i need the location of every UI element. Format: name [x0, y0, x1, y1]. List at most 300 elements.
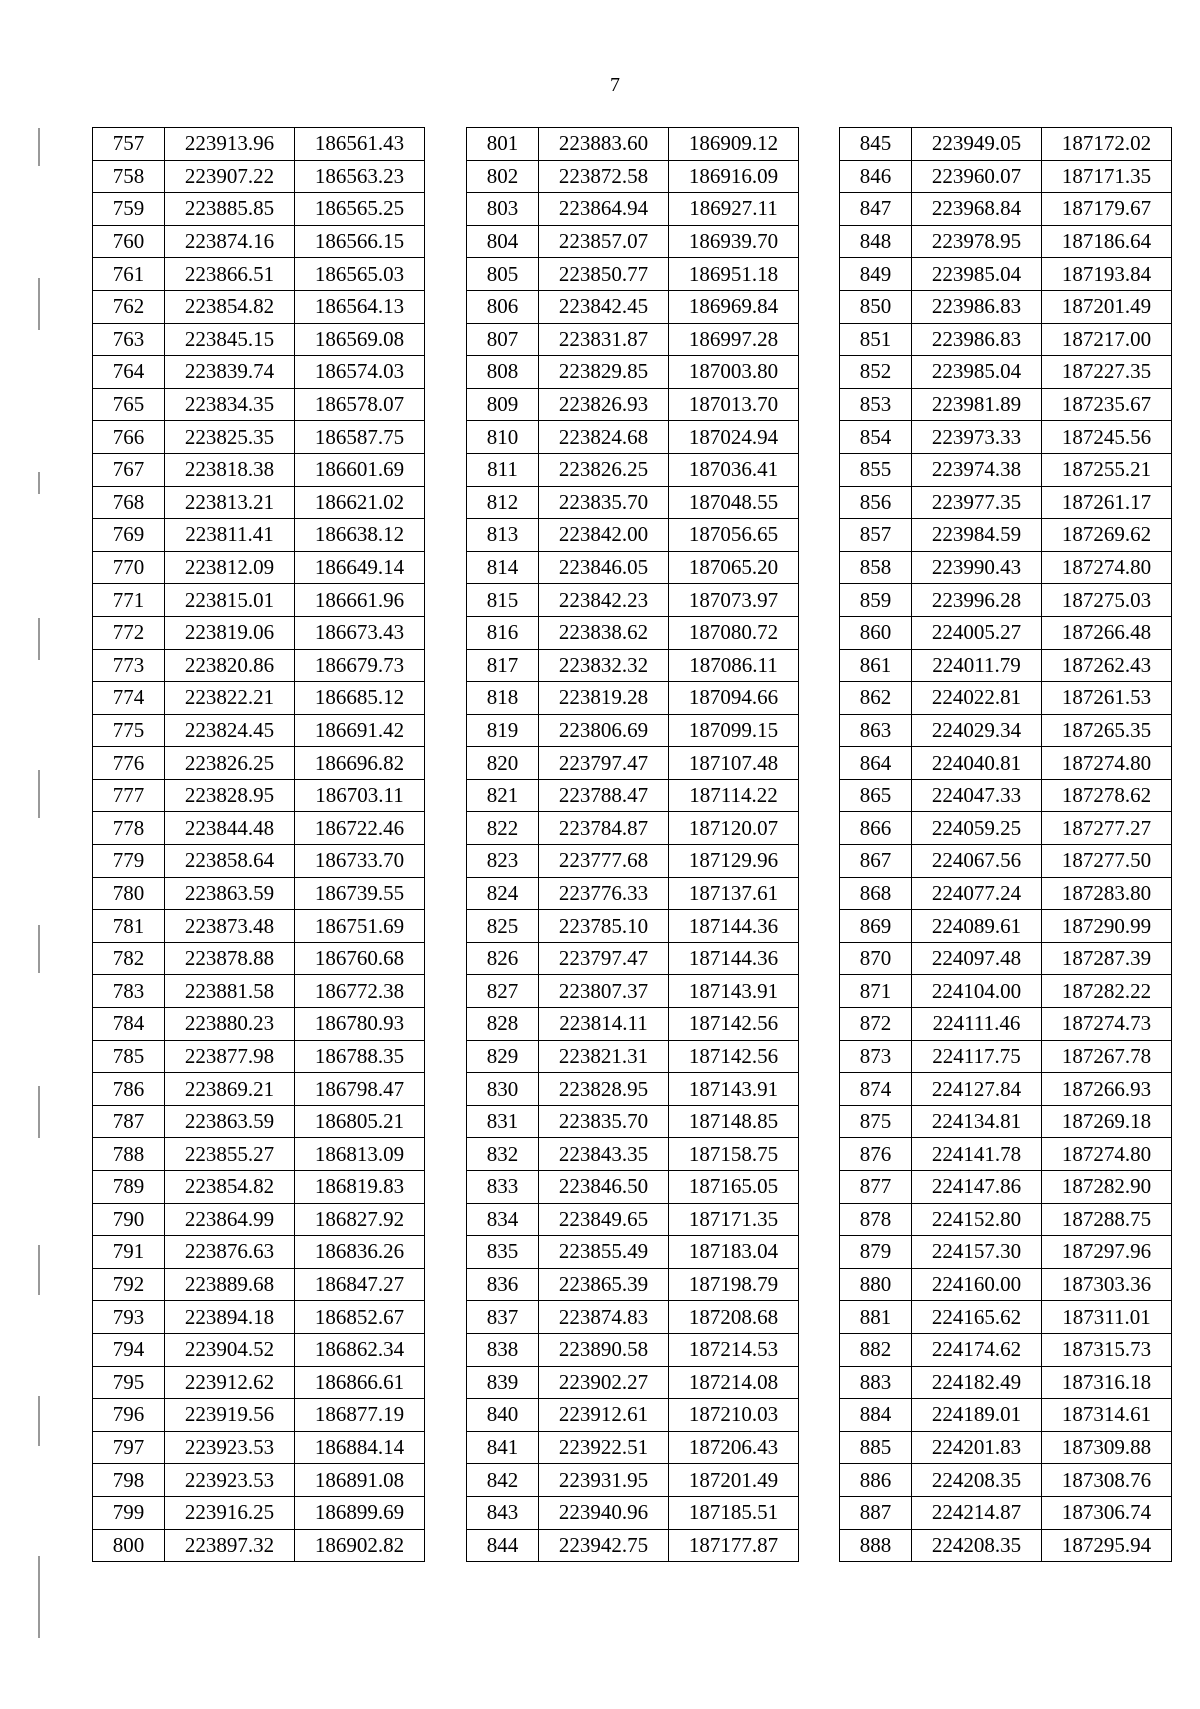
y-coordinate-cell: 187080.72 — [669, 616, 799, 649]
x-coordinate-cell: 223820.86 — [165, 649, 295, 682]
x-coordinate-cell: 223785.10 — [539, 910, 669, 943]
scan-mark — [38, 770, 40, 818]
table-row — [93, 779, 425, 812]
y-coordinate-cell: 187198.79 — [669, 1268, 799, 1301]
table-row — [467, 1301, 799, 1334]
point-number-cell: 826 — [467, 942, 539, 975]
x-coordinate-cell: 223981.89 — [912, 388, 1042, 421]
x-coordinate-cell: 223978.95 — [912, 225, 1042, 258]
point-number-cell: 781 — [93, 910, 165, 943]
table-row — [93, 193, 425, 226]
point-number-cell: 883 — [840, 1366, 912, 1399]
table-row — [840, 1138, 1172, 1171]
point-number-cell: 797 — [93, 1431, 165, 1464]
table-row — [93, 519, 425, 552]
table-row — [467, 1399, 799, 1432]
table-row — [840, 1399, 1172, 1432]
y-coordinate-cell: 186563.23 — [295, 160, 425, 193]
x-coordinate-cell: 223858.64 — [165, 845, 295, 878]
y-coordinate-cell: 187261.53 — [1042, 682, 1172, 715]
y-coordinate-cell: 186574.03 — [295, 356, 425, 389]
point-number-cell: 772 — [93, 616, 165, 649]
y-coordinate-cell: 187065.20 — [669, 551, 799, 584]
x-coordinate-cell: 223826.25 — [539, 453, 669, 486]
y-coordinate-cell: 187261.17 — [1042, 486, 1172, 519]
point-number-cell: 821 — [467, 779, 539, 812]
scan-mark — [38, 1245, 40, 1295]
y-coordinate-cell: 186679.73 — [295, 649, 425, 682]
table-row — [840, 1105, 1172, 1138]
y-coordinate-cell: 187277.50 — [1042, 845, 1172, 878]
x-coordinate-cell: 224117.75 — [912, 1040, 1042, 1073]
x-coordinate-cell: 223869.21 — [165, 1073, 295, 1106]
x-coordinate-cell: 223949.05 — [912, 128, 1042, 161]
y-coordinate-cell: 186661.96 — [295, 584, 425, 617]
table-row — [840, 747, 1172, 780]
table-row — [93, 1431, 425, 1464]
table-row — [93, 1529, 425, 1562]
x-coordinate-cell: 223845.15 — [165, 323, 295, 356]
table-row — [840, 1333, 1172, 1366]
table-row — [467, 1203, 799, 1236]
y-coordinate-cell: 186760.68 — [295, 942, 425, 975]
point-number-cell: 758 — [93, 160, 165, 193]
table-row — [93, 1008, 425, 1041]
y-coordinate-cell: 187210.03 — [669, 1399, 799, 1432]
point-number-cell: 838 — [467, 1333, 539, 1366]
point-number-cell: 861 — [840, 649, 912, 682]
x-coordinate-cell: 223811.41 — [165, 519, 295, 552]
point-number-cell: 802 — [467, 160, 539, 193]
table-row — [467, 160, 799, 193]
y-coordinate-cell: 186852.67 — [295, 1301, 425, 1334]
point-number-cell: 869 — [840, 910, 912, 943]
coordinate-table-body — [467, 128, 799, 1562]
point-number-cell: 779 — [93, 845, 165, 878]
y-coordinate-cell: 186866.61 — [295, 1366, 425, 1399]
x-coordinate-cell: 224104.00 — [912, 975, 1042, 1008]
point-number-cell: 878 — [840, 1203, 912, 1236]
point-number-cell: 853 — [840, 388, 912, 421]
point-number-cell: 876 — [840, 1138, 912, 1171]
point-number-cell: 763 — [93, 323, 165, 356]
table-row — [467, 1366, 799, 1399]
x-coordinate-cell: 224208.35 — [912, 1529, 1042, 1562]
point-number-cell: 851 — [840, 323, 912, 356]
x-coordinate-cell: 223855.49 — [539, 1236, 669, 1269]
x-coordinate-cell: 223916.25 — [165, 1496, 295, 1529]
table-row — [467, 942, 799, 975]
point-number-cell: 766 — [93, 421, 165, 454]
x-coordinate-cell: 223940.96 — [539, 1496, 669, 1529]
x-coordinate-cell: 224157.30 — [912, 1236, 1042, 1269]
x-coordinate-cell: 223877.98 — [165, 1040, 295, 1073]
point-number-cell: 790 — [93, 1203, 165, 1236]
y-coordinate-cell: 186565.25 — [295, 193, 425, 226]
table-row — [840, 453, 1172, 486]
y-coordinate-cell: 187201.49 — [669, 1464, 799, 1497]
y-coordinate-cell: 186847.27 — [295, 1268, 425, 1301]
point-number-cell: 860 — [840, 616, 912, 649]
y-coordinate-cell: 187094.66 — [669, 682, 799, 715]
table-row — [840, 616, 1172, 649]
x-coordinate-cell: 223850.77 — [539, 258, 669, 291]
x-coordinate-cell: 223842.23 — [539, 584, 669, 617]
x-coordinate-cell: 223863.59 — [165, 877, 295, 910]
x-coordinate-cell: 223797.47 — [539, 747, 669, 780]
y-coordinate-cell: 187193.84 — [1042, 258, 1172, 291]
x-coordinate-cell: 223844.48 — [165, 812, 295, 845]
y-coordinate-cell: 187274.80 — [1042, 747, 1172, 780]
x-coordinate-cell: 223838.62 — [539, 616, 669, 649]
coordinate-table-body — [840, 128, 1172, 1562]
y-coordinate-cell: 186561.43 — [295, 128, 425, 161]
point-number-cell: 857 — [840, 519, 912, 552]
scan-mark — [38, 278, 40, 330]
table-row — [840, 1171, 1172, 1204]
point-number-cell: 798 — [93, 1464, 165, 1497]
scan-mark — [38, 1556, 40, 1638]
point-number-cell: 865 — [840, 779, 912, 812]
point-number-cell: 859 — [840, 584, 912, 617]
y-coordinate-cell: 186564.13 — [295, 290, 425, 323]
point-number-cell: 761 — [93, 258, 165, 291]
x-coordinate-cell: 223818.38 — [165, 453, 295, 486]
point-number-cell: 872 — [840, 1008, 912, 1041]
x-coordinate-cell: 223788.47 — [539, 779, 669, 812]
point-number-cell: 840 — [467, 1399, 539, 1432]
x-coordinate-cell: 224077.24 — [912, 877, 1042, 910]
y-coordinate-cell: 186621.02 — [295, 486, 425, 519]
y-coordinate-cell: 186969.84 — [669, 290, 799, 323]
table-row — [467, 323, 799, 356]
point-number-cell: 764 — [93, 356, 165, 389]
x-coordinate-cell: 223912.62 — [165, 1366, 295, 1399]
table-row — [840, 714, 1172, 747]
y-coordinate-cell: 187290.99 — [1042, 910, 1172, 943]
table-row — [467, 128, 799, 161]
table-row — [467, 714, 799, 747]
point-number-cell: 862 — [840, 682, 912, 715]
y-coordinate-cell: 186649.14 — [295, 551, 425, 584]
table-row — [840, 225, 1172, 258]
point-number-cell: 804 — [467, 225, 539, 258]
point-number-cell: 844 — [467, 1529, 539, 1562]
x-coordinate-cell: 224097.48 — [912, 942, 1042, 975]
x-coordinate-cell: 223835.70 — [539, 1105, 669, 1138]
point-number-cell: 870 — [840, 942, 912, 975]
y-coordinate-cell: 187036.41 — [669, 453, 799, 486]
x-coordinate-cell: 223866.51 — [165, 258, 295, 291]
table-row — [467, 616, 799, 649]
table-row — [93, 877, 425, 910]
x-coordinate-cell: 223996.28 — [912, 584, 1042, 617]
point-number-cell: 845 — [840, 128, 912, 161]
y-coordinate-cell: 187143.91 — [669, 975, 799, 1008]
point-number-cell: 810 — [467, 421, 539, 454]
point-number-cell: 868 — [840, 877, 912, 910]
table-row — [840, 1203, 1172, 1236]
table-row — [467, 1138, 799, 1171]
x-coordinate-cell: 223835.70 — [539, 486, 669, 519]
table-row — [467, 1464, 799, 1497]
x-coordinate-cell: 223984.59 — [912, 519, 1042, 552]
x-coordinate-cell: 223857.07 — [539, 225, 669, 258]
y-coordinate-cell: 186939.70 — [669, 225, 799, 258]
table-row — [840, 1301, 1172, 1334]
point-number-cell: 801 — [467, 128, 539, 161]
table-row — [467, 1333, 799, 1366]
table-row — [840, 486, 1172, 519]
table-row — [93, 1366, 425, 1399]
table-row — [467, 1171, 799, 1204]
x-coordinate-cell: 224160.00 — [912, 1268, 1042, 1301]
y-coordinate-cell: 187278.62 — [1042, 779, 1172, 812]
x-coordinate-cell: 223826.25 — [165, 747, 295, 780]
y-coordinate-cell: 186902.82 — [295, 1529, 425, 1562]
table-row — [467, 1268, 799, 1301]
table-row — [93, 323, 425, 356]
y-coordinate-cell: 187073.97 — [669, 584, 799, 617]
table-row — [840, 779, 1172, 812]
point-number-cell: 816 — [467, 616, 539, 649]
x-coordinate-cell: 223864.99 — [165, 1203, 295, 1236]
table-row — [93, 682, 425, 715]
point-number-cell: 815 — [467, 584, 539, 617]
y-coordinate-cell: 187179.67 — [1042, 193, 1172, 226]
x-coordinate-cell: 223880.23 — [165, 1008, 295, 1041]
point-number-cell: 820 — [467, 747, 539, 780]
x-coordinate-cell: 223968.84 — [912, 193, 1042, 226]
y-coordinate-cell: 187262.43 — [1042, 649, 1172, 682]
x-coordinate-cell: 223881.58 — [165, 975, 295, 1008]
point-number-cell: 837 — [467, 1301, 539, 1334]
table-row — [467, 1040, 799, 1073]
y-coordinate-cell: 186673.43 — [295, 616, 425, 649]
table-row — [467, 1236, 799, 1269]
point-number-cell: 881 — [840, 1301, 912, 1334]
x-coordinate-cell: 223883.60 — [539, 128, 669, 161]
y-coordinate-cell: 187171.35 — [669, 1203, 799, 1236]
point-number-cell: 796 — [93, 1399, 165, 1432]
point-number-cell: 780 — [93, 877, 165, 910]
y-coordinate-cell: 187311.01 — [1042, 1301, 1172, 1334]
x-coordinate-cell: 223784.87 — [539, 812, 669, 845]
x-coordinate-cell: 224208.35 — [912, 1464, 1042, 1497]
y-coordinate-cell: 187316.18 — [1042, 1366, 1172, 1399]
point-number-cell: 788 — [93, 1138, 165, 1171]
y-coordinate-cell: 186685.12 — [295, 682, 425, 715]
table-row — [467, 649, 799, 682]
x-coordinate-cell: 224022.81 — [912, 682, 1042, 715]
point-number-cell: 803 — [467, 193, 539, 226]
y-coordinate-cell: 187274.80 — [1042, 551, 1172, 584]
y-coordinate-cell: 187309.88 — [1042, 1431, 1172, 1464]
x-coordinate-cell: 224029.34 — [912, 714, 1042, 747]
x-coordinate-cell: 224182.49 — [912, 1366, 1042, 1399]
table-row — [467, 453, 799, 486]
point-number-cell: 799 — [93, 1496, 165, 1529]
y-coordinate-cell: 187274.73 — [1042, 1008, 1172, 1041]
y-coordinate-cell: 187086.11 — [669, 649, 799, 682]
point-number-cell: 811 — [467, 453, 539, 486]
table-row — [467, 1431, 799, 1464]
x-coordinate-cell: 223913.96 — [165, 128, 295, 161]
point-number-cell: 873 — [840, 1040, 912, 1073]
x-coordinate-cell: 223828.95 — [165, 779, 295, 812]
y-coordinate-cell: 186862.34 — [295, 1333, 425, 1366]
x-coordinate-cell: 224165.62 — [912, 1301, 1042, 1334]
point-number-cell: 827 — [467, 975, 539, 1008]
y-coordinate-cell: 187303.36 — [1042, 1268, 1172, 1301]
scan-mark — [38, 925, 40, 973]
table-row — [467, 779, 799, 812]
point-number-cell: 823 — [467, 845, 539, 878]
point-number-cell: 847 — [840, 193, 912, 226]
x-coordinate-cell: 223923.53 — [165, 1464, 295, 1497]
table-row — [93, 388, 425, 421]
table-row — [93, 1236, 425, 1269]
point-number-cell: 832 — [467, 1138, 539, 1171]
y-coordinate-cell: 186566.15 — [295, 225, 425, 258]
point-number-cell: 791 — [93, 1236, 165, 1269]
point-number-cell: 874 — [840, 1073, 912, 1106]
table-row — [840, 877, 1172, 910]
x-coordinate-cell: 224005.27 — [912, 616, 1042, 649]
y-coordinate-cell: 187183.04 — [669, 1236, 799, 1269]
table-row — [840, 1268, 1172, 1301]
table-row — [840, 910, 1172, 943]
table-row — [840, 1008, 1172, 1041]
y-coordinate-cell: 187144.36 — [669, 910, 799, 943]
y-coordinate-cell: 187314.61 — [1042, 1399, 1172, 1432]
x-coordinate-cell: 223907.22 — [165, 160, 295, 193]
table-row — [467, 812, 799, 845]
y-coordinate-cell: 187186.64 — [1042, 225, 1172, 258]
table-row — [840, 551, 1172, 584]
x-coordinate-cell: 223829.85 — [539, 356, 669, 389]
x-coordinate-cell: 223897.32 — [165, 1529, 295, 1562]
x-coordinate-cell: 223894.18 — [165, 1301, 295, 1334]
point-number-cell: 875 — [840, 1105, 912, 1138]
x-coordinate-cell: 223842.00 — [539, 519, 669, 552]
y-coordinate-cell: 186884.14 — [295, 1431, 425, 1464]
x-coordinate-cell: 223990.43 — [912, 551, 1042, 584]
table-row — [93, 160, 425, 193]
table-row — [840, 1464, 1172, 1497]
table-row — [840, 682, 1172, 715]
y-coordinate-cell: 186691.42 — [295, 714, 425, 747]
y-coordinate-cell: 187214.53 — [669, 1333, 799, 1366]
point-number-cell: 773 — [93, 649, 165, 682]
x-coordinate-cell: 223923.53 — [165, 1431, 295, 1464]
y-coordinate-cell: 187217.00 — [1042, 323, 1172, 356]
x-coordinate-cell: 223828.95 — [539, 1073, 669, 1106]
y-coordinate-cell: 186578.07 — [295, 388, 425, 421]
x-coordinate-cell: 223902.27 — [539, 1366, 669, 1399]
x-coordinate-cell: 223973.33 — [912, 421, 1042, 454]
table-row — [840, 584, 1172, 617]
y-coordinate-cell: 187185.51 — [669, 1496, 799, 1529]
point-number-cell: 843 — [467, 1496, 539, 1529]
table-row — [840, 1236, 1172, 1269]
point-number-cell: 864 — [840, 747, 912, 780]
x-coordinate-cell: 223985.04 — [912, 258, 1042, 291]
x-coordinate-cell: 223813.21 — [165, 486, 295, 519]
x-coordinate-cell: 224111.46 — [912, 1008, 1042, 1041]
point-number-cell: 828 — [467, 1008, 539, 1041]
point-number-cell: 808 — [467, 356, 539, 389]
y-coordinate-cell: 186696.82 — [295, 747, 425, 780]
table-row — [93, 714, 425, 747]
y-coordinate-cell: 186587.75 — [295, 421, 425, 454]
y-coordinate-cell: 187297.96 — [1042, 1236, 1172, 1269]
y-coordinate-cell: 187056.65 — [669, 519, 799, 552]
table-row — [93, 812, 425, 845]
point-number-cell: 886 — [840, 1464, 912, 1497]
table-row — [467, 421, 799, 454]
point-number-cell: 836 — [467, 1268, 539, 1301]
point-number-cell: 884 — [840, 1399, 912, 1432]
y-coordinate-cell: 187255.21 — [1042, 453, 1172, 486]
point-number-cell: 858 — [840, 551, 912, 584]
point-number-cell: 830 — [467, 1073, 539, 1106]
point-number-cell: 882 — [840, 1333, 912, 1366]
y-coordinate-cell: 187308.76 — [1042, 1464, 1172, 1497]
y-coordinate-cell: 186827.92 — [295, 1203, 425, 1236]
y-coordinate-cell: 187269.62 — [1042, 519, 1172, 552]
y-coordinate-cell: 187227.35 — [1042, 356, 1172, 389]
table-row — [93, 1040, 425, 1073]
x-coordinate-cell: 223885.85 — [165, 193, 295, 226]
table-row — [467, 1105, 799, 1138]
point-number-cell: 757 — [93, 128, 165, 161]
y-coordinate-cell: 187024.94 — [669, 421, 799, 454]
x-coordinate-cell: 223822.21 — [165, 682, 295, 715]
y-coordinate-cell: 186638.12 — [295, 519, 425, 552]
point-number-cell: 789 — [93, 1171, 165, 1204]
point-number-cell: 795 — [93, 1366, 165, 1399]
point-number-cell: 787 — [93, 1105, 165, 1138]
point-number-cell: 856 — [840, 486, 912, 519]
y-coordinate-cell: 186813.09 — [295, 1138, 425, 1171]
x-coordinate-cell: 223825.35 — [165, 421, 295, 454]
table-row — [93, 1105, 425, 1138]
point-number-cell: 778 — [93, 812, 165, 845]
x-coordinate-cell: 224127.84 — [912, 1073, 1042, 1106]
scan-mark — [38, 1086, 40, 1138]
point-number-cell: 877 — [840, 1171, 912, 1204]
table-row — [93, 1203, 425, 1236]
y-coordinate-cell: 186909.12 — [669, 128, 799, 161]
x-coordinate-cell: 223960.07 — [912, 160, 1042, 193]
table-row — [467, 975, 799, 1008]
scan-mark — [38, 1396, 40, 1446]
y-coordinate-cell: 187245.56 — [1042, 421, 1172, 454]
point-number-cell: 760 — [93, 225, 165, 258]
table-row — [467, 519, 799, 552]
x-coordinate-cell: 223819.06 — [165, 616, 295, 649]
x-coordinate-cell: 223821.31 — [539, 1040, 669, 1073]
x-coordinate-cell: 224201.83 — [912, 1431, 1042, 1464]
table-row — [840, 1040, 1172, 1073]
x-coordinate-cell: 223873.48 — [165, 910, 295, 943]
table-row — [93, 486, 425, 519]
y-coordinate-cell: 187267.78 — [1042, 1040, 1172, 1073]
table-row — [840, 1431, 1172, 1464]
table-row — [93, 1138, 425, 1171]
table-row — [840, 812, 1172, 845]
